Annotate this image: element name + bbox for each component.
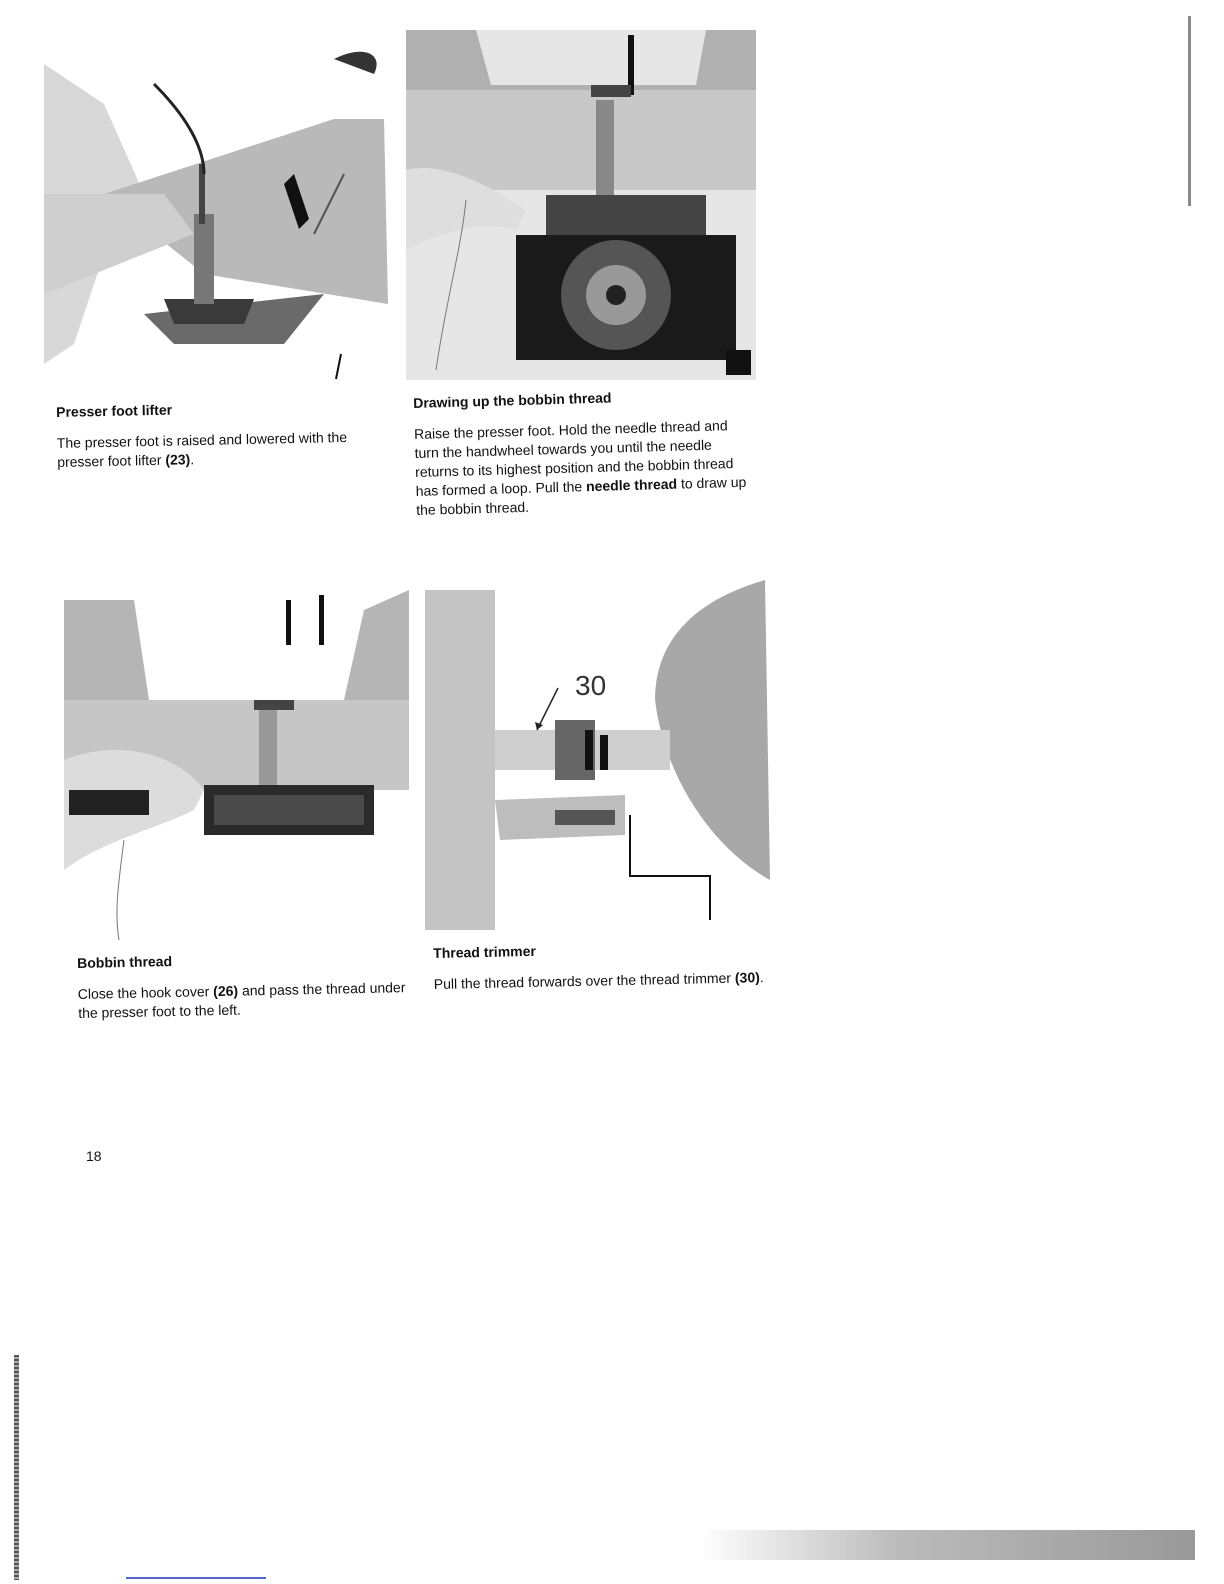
reference-number: (23) xyxy=(165,451,191,468)
presser-foot-lifter-photo xyxy=(44,44,388,389)
section-body xyxy=(414,415,757,519)
body-text: to draw up the bobbin thread. xyxy=(415,473,747,518)
scan-edge-mark xyxy=(1188,16,1191,206)
section-title: Drawing up the bobbin thread xyxy=(413,389,612,411)
section-body xyxy=(434,968,769,994)
page-number: 18 xyxy=(86,1148,102,1164)
bobbin-thread-photo xyxy=(64,590,409,940)
scan-edge-mark xyxy=(700,1530,1195,1560)
body-text: Close the hook cover xyxy=(77,983,214,1002)
body-text: Raise the presser foot. Hold the needle thread and turn the handwheel towards you until the needle returns to its highest position and the bobbin thread has formed a loop. Pull the xyxy=(413,417,734,499)
drawing-up-bobbin-thread-photo xyxy=(406,30,756,380)
body-text: and pass the thread under the presser foot to the left. xyxy=(78,979,406,1021)
body-text: Pull the thread forwards over the thread trimmer xyxy=(433,969,736,992)
thread-trimmer-caption xyxy=(433,938,769,994)
section-body xyxy=(57,427,378,472)
thread-trimmer-photo xyxy=(425,580,775,930)
section-title: Presser foot lifter xyxy=(56,401,173,420)
scan-edge-mark xyxy=(126,1577,266,1579)
body-text: The presser foot is raised and lowered with the presser foot lifter xyxy=(56,428,348,470)
emphasis-text: needle thread xyxy=(585,475,678,495)
drawing-up-bobbin-thread-caption xyxy=(413,386,756,520)
scan-edge-mark xyxy=(14,1355,19,1580)
section-body xyxy=(78,978,419,1023)
bobbin-thread-caption xyxy=(77,948,418,1023)
callout-30-label: 30 xyxy=(575,670,607,701)
reference-number: (26) xyxy=(213,982,239,1000)
body-text: . xyxy=(759,969,764,986)
section-title: Bobbin thread xyxy=(77,953,173,971)
body-text: . xyxy=(190,451,195,468)
presser-foot-lifter-caption xyxy=(56,397,377,472)
reference-number: (30) xyxy=(734,969,760,986)
section-title: Thread trimmer xyxy=(433,942,537,961)
